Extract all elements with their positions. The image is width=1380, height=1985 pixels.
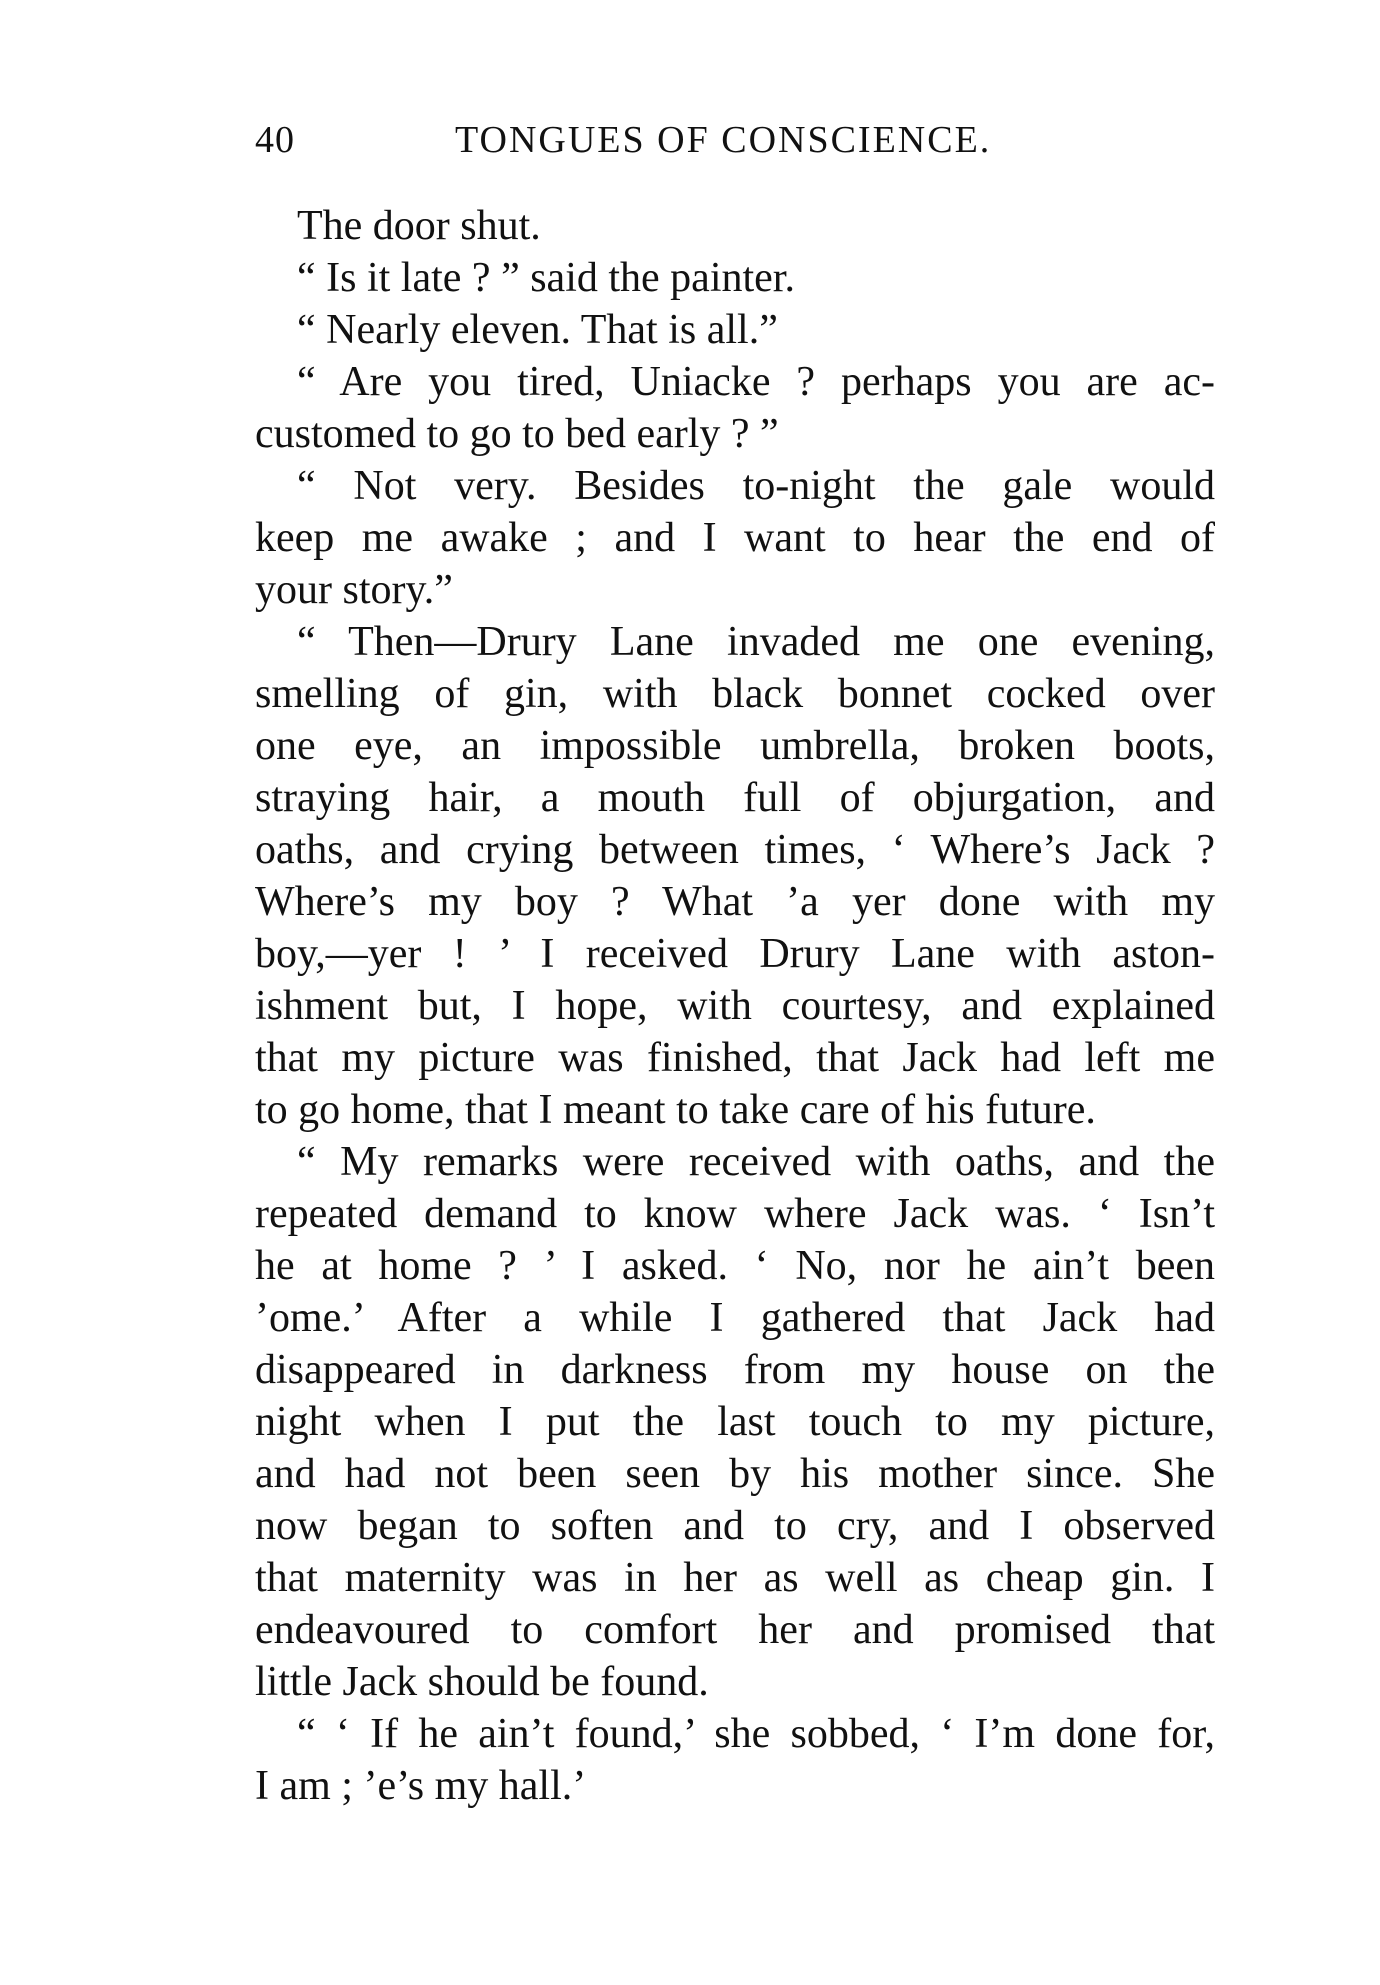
text-line: Where’s my boy ? What ’a yer done with my	[255, 879, 1215, 925]
text-line: “ Nearly eleven. That is all.”	[297, 307, 778, 353]
page-header	[255, 112, 1025, 168]
text-line: “ Not very. Besides to-night the gale would	[297, 463, 1215, 509]
text-line: your story.”	[255, 567, 453, 613]
text-line: to go home, that I meant to take care of his future.	[255, 1087, 1096, 1133]
text-line: that my picture was finished, that Jack had left me	[255, 1035, 1215, 1081]
text-line: one eye, an impossible umbrella, broken boots,	[255, 723, 1215, 769]
text-line: “ My remarks were received with oaths, and the	[297, 1139, 1215, 1185]
text-line: “ ‘ If he ain’t found,’ she sobbed, ‘ I’m done for,	[297, 1711, 1215, 1757]
text-line: ’ome.’ After a while I gathered that Jack had	[255, 1295, 1215, 1341]
text-line: I am ; ’e’s my hall.’	[255, 1763, 587, 1809]
text-line: oaths, and crying between times, ‘ Where’s Jack ?	[255, 827, 1215, 873]
text-line: he at home ? ’ I asked. ‘ No, nor he ain’t been	[255, 1243, 1215, 1289]
text-line: little Jack should be found.	[255, 1659, 709, 1705]
text-line: repeated demand to know where Jack was. ‘ Isn’t	[255, 1191, 1215, 1237]
text-line: and had not been seen by his mother since. She	[255, 1451, 1215, 1497]
text-line: night when I put the last touch to my picture,	[255, 1399, 1215, 1445]
text-line: customed to go to bed early ? ”	[255, 411, 779, 457]
running-title: TONGUES OF CONSCIENCE.	[455, 119, 992, 161]
text-line: endeavoured to comfort her and promised that	[255, 1607, 1215, 1653]
text-line: straying hair, a mouth full of objurgation, and	[255, 775, 1215, 821]
text-line: ishment but, I hope, with courtesy, and explained	[255, 983, 1215, 1029]
text-line: disappeared in darkness from my house on the	[255, 1347, 1215, 1393]
text-line: smelling of gin, with black bonnet cocked over	[255, 671, 1215, 717]
text-line: The door shut.	[297, 203, 541, 249]
text-line: that maternity was in her as well as cheap gin. I	[255, 1555, 1215, 1601]
text-line: keep me awake ; and I want to hear the end of	[255, 515, 1215, 561]
text-line: “ Then—Drury Lane invaded me one evening,	[297, 619, 1215, 665]
text-line: “ Is it late ? ” said the painter.	[297, 255, 795, 301]
body-text	[255, 200, 1215, 1812]
text-line: boy,—yer ! ’ I received Drury Lane with aston-	[255, 931, 1215, 977]
page-number: 40	[255, 119, 295, 161]
text-line: now began to soften and to cry, and I observed	[255, 1503, 1215, 1549]
text-line: “ Are you tired, Uniacke ? perhaps you are ac-	[297, 359, 1215, 405]
